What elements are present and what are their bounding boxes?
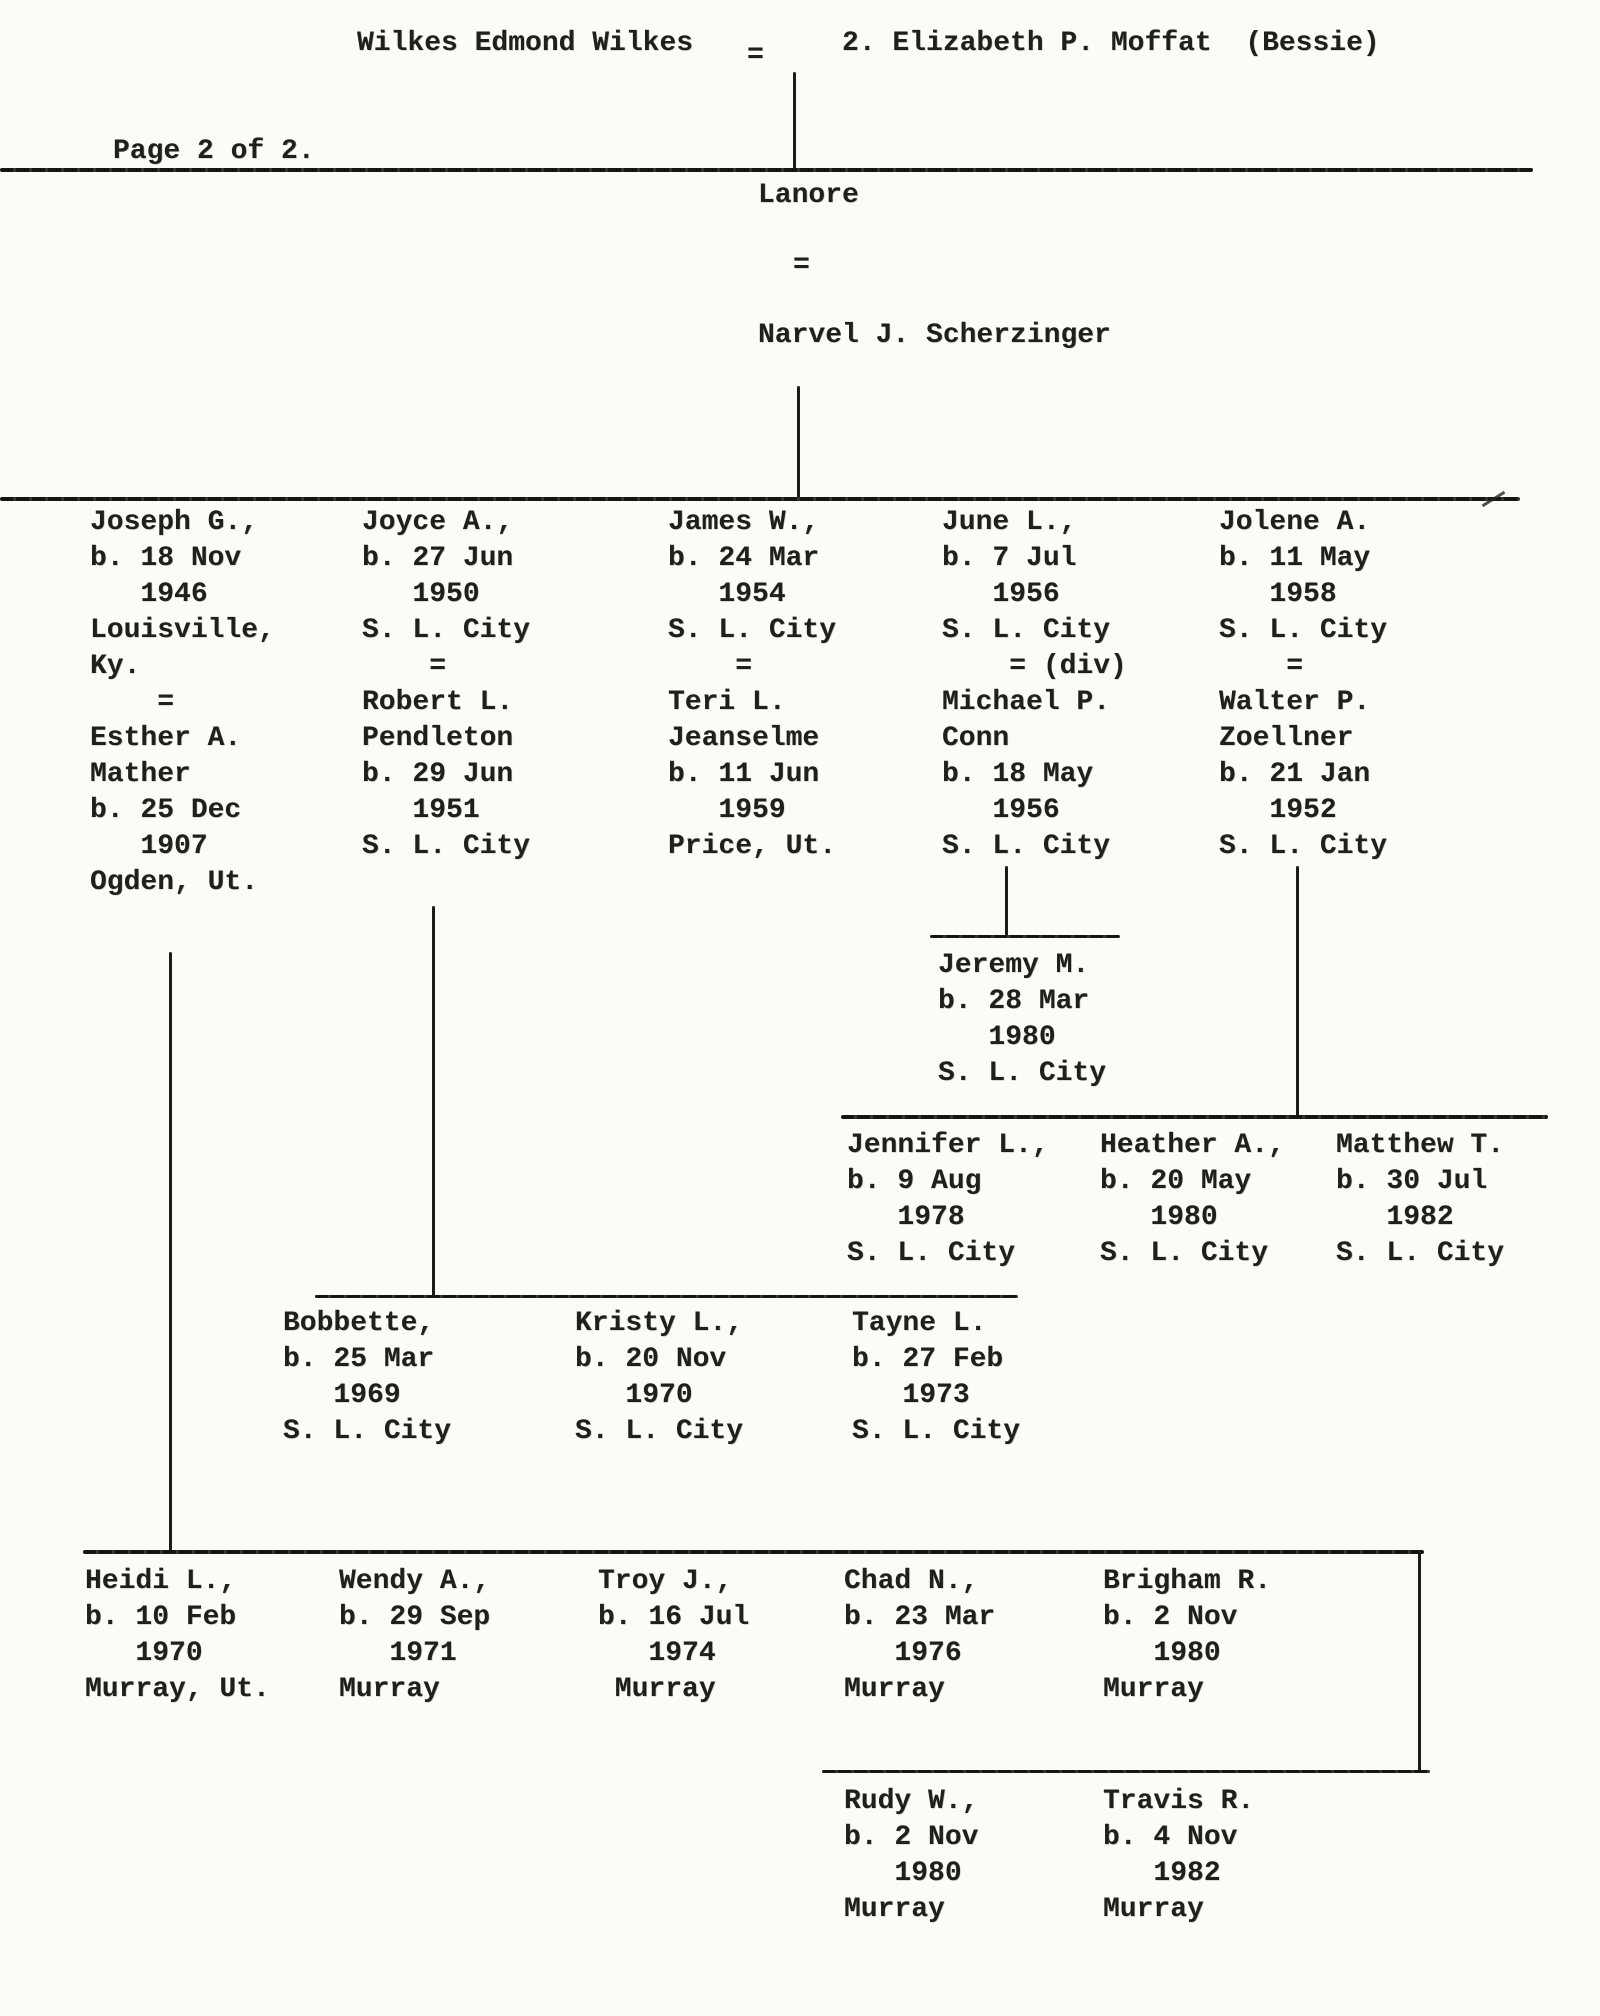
person-text-line: b. 29 Jun [362, 759, 514, 790]
person-text-line: b. 25 Mar [283, 1344, 435, 1375]
connector-joyce-to-children [432, 906, 435, 1297]
person-text-line: S. L. City [362, 831, 531, 862]
person-text-line: = [1219, 651, 1304, 682]
person-text-line: 1971 [339, 1638, 457, 1669]
person-text-line: 1958 [1219, 579, 1337, 610]
person-text-line: S. L. City [942, 615, 1111, 646]
person-brigham [1103, 1564, 1271, 1708]
person-text-line: S. L. City [1100, 1238, 1269, 1269]
person-text-line: b. 24 Mar [668, 543, 820, 574]
person-text-line: 1907 [90, 831, 208, 862]
person-text-line: 1959 [668, 795, 786, 826]
person-text-line: S. L. City [575, 1416, 744, 1447]
person-text-line: Troy J., [598, 1566, 733, 1597]
person-rudy [844, 1784, 978, 1928]
person-kristy [575, 1306, 743, 1450]
person-heidi [85, 1564, 270, 1708]
person-text-line: b. 18 May [942, 759, 1094, 790]
person-travis [1103, 1784, 1254, 1928]
page-number-label: Page 2 of 2. [113, 136, 315, 167]
person-text-line: S. L. City [847, 1238, 1016, 1269]
person-text-line: Zoellner [1219, 723, 1354, 754]
person-joyce-and-robert [362, 505, 530, 865]
person-text-line: Kristy L., [575, 1308, 744, 1339]
person-text-line: Murray [339, 1674, 440, 1705]
person-text-line: b. 18 Nov [90, 543, 242, 574]
person-text-line: 1969 [283, 1380, 401, 1411]
person-text-line: Esther A. [90, 723, 242, 754]
person-text-line: Walter P. [1219, 687, 1371, 718]
person-text-line: Mather [90, 759, 191, 790]
person-text-line: S. L. City [852, 1416, 1021, 1447]
person-text-line: Jeremy M. [938, 950, 1090, 981]
person-text-line: Rudy W., [844, 1786, 979, 1817]
person-text-line: b. 4 Nov [1103, 1822, 1238, 1853]
person-text-line: b. 29 Sep [339, 1602, 491, 1633]
child-spouse-name: Narvel J. Scherzinger [758, 320, 1111, 351]
person-text-line: b. 2 Nov [844, 1822, 979, 1853]
person-text-line: 1980 [938, 1022, 1056, 1053]
mother-name: 2. Elizabeth P. Moffat (Bessie) [842, 28, 1380, 59]
person-text-line: b. 20 Nov [575, 1344, 727, 1375]
person-june-and-michael [942, 505, 1127, 865]
generation2-bracket [0, 497, 1520, 501]
person-troy [598, 1564, 749, 1708]
person-text-line: Ogden, Ut. [90, 867, 259, 898]
person-jeremy [938, 948, 1106, 1092]
person-text-line: S. L. City [1219, 615, 1388, 646]
person-text-line: Wendy A., [339, 1566, 491, 1597]
person-text-line: 1982 [1103, 1858, 1221, 1889]
person-text-line: b. 27 Jun [362, 543, 514, 574]
person-jennifer [847, 1128, 1049, 1272]
wilkes-children-bracket-row1 [83, 1550, 1424, 1554]
person-text-line: b. 25 Dec [90, 795, 242, 826]
person-text-line: 1973 [852, 1380, 970, 1411]
person-text-line: = [90, 687, 175, 718]
person-text-line: S. L. City [668, 615, 837, 646]
person-text-line: b. 11 Jun [668, 759, 820, 790]
connector-june-to-jeremy [1005, 866, 1008, 938]
person-text-line: Joseph G., [90, 507, 259, 538]
person-text-line: James W., [668, 507, 820, 538]
person-joseph-and-esther [90, 505, 275, 901]
person-text-line: S. L. City [938, 1058, 1107, 1089]
person-text-line: = [362, 651, 447, 682]
marriage-symbol: = [747, 40, 765, 71]
person-text-line: Murray, Ut. [85, 1674, 270, 1705]
person-bobbette [283, 1306, 451, 1450]
connector-parents-to-child [793, 72, 796, 170]
connector-joseph-to-children [169, 952, 172, 1553]
person-text-line: Murray [844, 1674, 945, 1705]
person-text-line: Murray [1103, 1674, 1204, 1705]
person-text-line: S. L. City [1219, 831, 1388, 862]
person-text-line: b. 20 May [1100, 1166, 1252, 1197]
person-text-line: Murray [844, 1894, 945, 1925]
person-james-and-teri [668, 505, 836, 865]
person-text-line: S. L. City [283, 1416, 452, 1447]
person-text-line: Heather A., [1100, 1130, 1285, 1161]
father-name: Wilkes Edmond Wilkes [357, 28, 694, 59]
person-text-line: = (div) [942, 651, 1127, 682]
person-text-line: 1956 [942, 795, 1060, 826]
person-text-line: Murray [598, 1674, 716, 1705]
person-text-line: b. 23 Mar [844, 1602, 996, 1633]
person-text-line: Jeanselme [668, 723, 820, 754]
person-text-line: Conn [942, 723, 1010, 754]
person-heather [1100, 1128, 1285, 1272]
jeremy-overline [930, 935, 1120, 938]
person-matthew [1336, 1128, 1504, 1272]
person-text-line: Tayne L. [852, 1308, 987, 1339]
person-text-line: 1951 [362, 795, 480, 826]
person-text-line: 1980 [844, 1858, 962, 1889]
person-text-line: 1956 [942, 579, 1060, 610]
person-text-line: 1974 [598, 1638, 716, 1669]
person-text-line: Brigham R. [1103, 1566, 1272, 1597]
person-jolene-and-walter [1219, 505, 1387, 865]
person-wendy [339, 1564, 490, 1708]
person-chad [844, 1564, 995, 1708]
person-text-line: S. L. City [362, 615, 531, 646]
person-text-line: b. 30 Jul [1336, 1166, 1488, 1197]
person-text-line: Joyce A., [362, 507, 514, 538]
person-text-line: S. L. City [1336, 1238, 1505, 1269]
child-name: Lanore [758, 180, 859, 211]
person-text-line: Murray [1103, 1894, 1204, 1925]
person-text-line: Chad N., [844, 1566, 979, 1597]
person-text-line: 1970 [575, 1380, 693, 1411]
person-text-line: 1976 [844, 1638, 962, 1669]
person-text-line: Jennifer L., [847, 1130, 1049, 1161]
zoellner-children-bracket [841, 1115, 1548, 1119]
connector-couple-to-children [797, 386, 800, 500]
person-text-line: Teri L. [668, 687, 786, 718]
person-text-line: 1980 [1103, 1638, 1221, 1669]
person-text-line: b. 7 Jul [942, 543, 1077, 574]
person-text-line: 1970 [85, 1638, 203, 1669]
person-text-line: Pendleton [362, 723, 514, 754]
person-text-line: 1950 [362, 579, 480, 610]
person-text-line: b. 16 Jul [598, 1602, 750, 1633]
person-text-line: 1982 [1336, 1202, 1454, 1233]
connector-row1-to-row2 [1418, 1550, 1421, 1773]
person-text-line: 1978 [847, 1202, 965, 1233]
person-text-line: b. 28 Mar [938, 986, 1090, 1017]
person-text-line: Heidi L., [85, 1566, 237, 1597]
person-text-line: S. L. City [942, 831, 1111, 862]
person-text-line: 1946 [90, 579, 208, 610]
person-text-line: = [668, 651, 753, 682]
person-text-line: b. 2 Nov [1103, 1602, 1238, 1633]
person-tayne [852, 1306, 1020, 1450]
person-text-line: b. 11 May [1219, 543, 1371, 574]
pendleton-children-bracket [315, 1295, 1018, 1298]
person-text-line: Robert L. [362, 687, 514, 718]
person-text-line: Michael P. [942, 687, 1111, 718]
person-text-line: b. 9 Aug [847, 1166, 982, 1197]
top-rule [0, 168, 1533, 172]
person-text-line: 1954 [668, 579, 786, 610]
connector-jolene-to-children [1296, 866, 1299, 1118]
wilkes-children-bracket-row2 [822, 1770, 1430, 1773]
person-text-line: Louisville, [90, 615, 275, 646]
person-text-line: June L., [942, 507, 1077, 538]
person-text-line: Matthew T. [1336, 1130, 1505, 1161]
child-marriage-symbol: = [793, 250, 811, 281]
person-text-line: b. 21 Jan [1219, 759, 1371, 790]
person-text-line: Ky. [90, 651, 141, 682]
person-text-line: 1980 [1100, 1202, 1218, 1233]
person-text-line: Price, Ut. [668, 831, 837, 862]
person-text-line: Travis R. [1103, 1786, 1255, 1817]
person-text-line: b. 27 Feb [852, 1344, 1004, 1375]
person-text-line: 1952 [1219, 795, 1337, 826]
person-text-line: b. 10 Feb [85, 1602, 237, 1633]
person-text-line: Jolene A. [1219, 507, 1371, 538]
person-text-line: Bobbette, [283, 1308, 435, 1339]
